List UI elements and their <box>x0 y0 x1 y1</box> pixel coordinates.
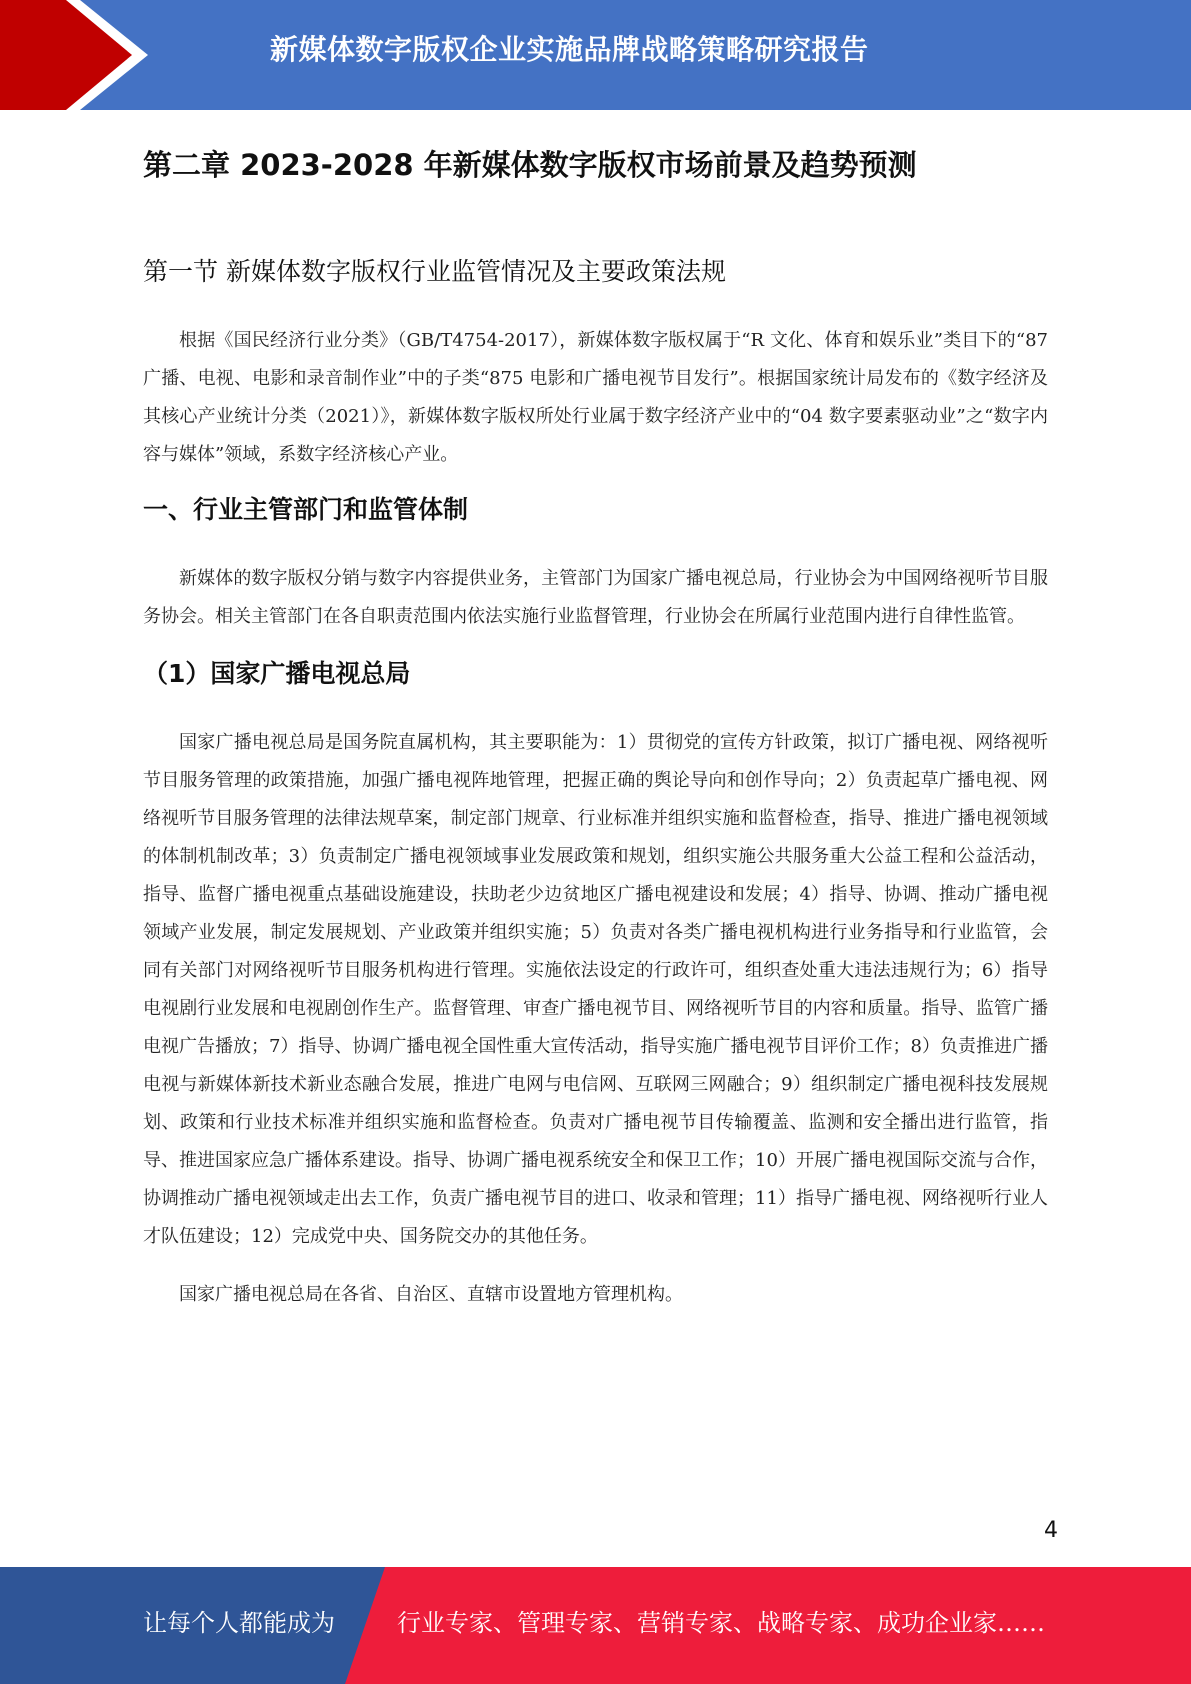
subsection-title-nrta: （1）国家广播电视总局 <box>143 659 411 688</box>
nrta-duties-paragraph: 国家广播电视总局是国务院直属机构，其主要职能为：1）贯彻党的宣传方针政策，拟订广播电视、网络视听节目服务管理的政策措施，加强广播电视阵地管理，把握正确的舆论导向和创作导向；2）负责起草广播电视、网络视听节目服务管理的法律法规草案，制定部门规章、行业标准并组织实施和监督检查，指导、推进广播电视领域的体制机制改革；3）负责制定广播电视领域事业发展政策和规划，组织实施公共服务重大公益工程和公益活动，指导、监督广播电视重点基础设施建设，扶助老少边贫地区广播电视建设和发展；4）指导、协调、推动广播电视领域产业发展，制定发展规划、产业政策并组织实施；5）负责对各类广播电视机构进行业务指导和行业监管，会同有关部门对网络视听节目服务机构进行管理。实施依法设定的行政许可，组织查处重大违法违规行为；6）指导电视剧行业发展和电视剧创作生产。监督管理、审查广播电视节目、网络视听节目的内容和质量。指导、监管广播电视广告播放；7）指导、协调广播电视全国性重大宣传活动，指导实施广播电视节目评价工作；8）负责推进广播电视与新媒体新技术新业态融合发展，推进广电网与电信网、互联网三网融合；9）组织制定广播电视科技发展规划、政策和行业技术标准并组织实施和监督检查。负责对广播电视节目传输覆盖、监测和安全播出进行监管，指导、推进国家应急广播体系建设。指导、协调广播电视系统安全和保卫工作；10）开展广播电视国际交流与合作，协调推动广播电视领域走出去工作，负责广播电视节目的进口、收录和管理；11）指导广播电视、网络视听行业人才队伍建设；12）完成党中央、国务院交办的其他任务。 <box>143 732 1048 1247</box>
subsection-title-regulation: 一、行业主管部门和监管体制 <box>143 495 469 524</box>
regulation-paragraph: 新媒体的数字版权分销与数字内容提供业务，主管部门为国家广播电视总局，行业协会为中国网络视听节目服务协会。相关主管部门在各自职责范围内依法实施行业监督管理，行业协会在所属行业范围内进行自律性监管。 <box>143 568 1048 627</box>
report-title: 新媒体数字版权企业实施品牌战略策略研究报告 <box>270 33 869 66</box>
footer-banner <box>0 1567 1191 1684</box>
nrta-note-paragraph: 国家广播电视总局在各省、自治区、直辖市设置地方管理机构。 <box>179 1284 683 1305</box>
page-number: 4 <box>1044 1518 1058 1543</box>
section-title: 第一节 新媒体数字版权行业监管情况及主要政策法规 <box>143 257 726 286</box>
section-intro-paragraph: 根据《国民经济行业分类》（GB/T4754-2017），新媒体数字版权属于“R 文化、体育和娱乐业”类目下的“87 广播、电视、电影和录音制作业”中的子类“875 电影和广播电视节目发行”。根据国家统计局发布的《数字经济及其核心产业统计分类（2021）》，新媒体数字版权所处行业属于数字经济产业中的“04 数字要素驱动业”之“数字内容与媒体”领域，系数字经济核心产业。 <box>143 330 1048 465</box>
footer-slogan-left: 让每个人都能成为 <box>143 1609 335 1637</box>
footer-slogan-right: 行业专家、管理专家、营销专家、战略专家、成功企业家…… <box>397 1609 1045 1637</box>
chapter-title: 第二章 2023-2028 年新媒体数字版权市场前景及趋势预测 <box>143 148 917 182</box>
header-banner <box>0 0 1191 110</box>
page-content <box>143 130 1048 1314</box>
